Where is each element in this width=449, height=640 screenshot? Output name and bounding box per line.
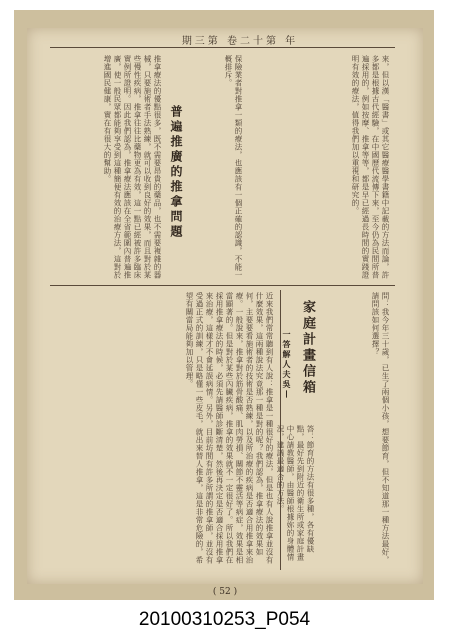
article1-column: 推拿療法的優點很多，既不需要昂貴的藥品，也不需要複雜的器械，只要施術者手法熟練，就可以收到良好的效果，而且對於某些慢性疾病，推拿往往比藥物更為有效，這一點已經被許多臨床實例所證明。因此我們認為，推拿療法應該在全省範圍內普遍推廣，使一般民眾都能夠享受到這種簡便有效的治療方法，這對於增進國民健康，實在有很大的幫助。 (103, 55, 162, 279)
page-number: ( 52 ) (212, 587, 238, 597)
article3-subtitle: 一答解人夫吳— (282, 330, 292, 400)
article3-title: 家庭計畫信箱 (300, 300, 315, 396)
article1-column: 保險業者對推拿一類的療法，也應該有一個正確的認識，不能一概排斥。 (224, 55, 243, 279)
image-caption: 20100310253_P054 (138, 609, 311, 630)
header-rule (50, 47, 395, 48)
section-divider-rule (50, 285, 395, 286)
article3-body: 答：節育的方法有很多種，各有優缺點，最好先到附近的衛生所或家庭計畫中心請教醫師，由醫師根據妳的身體情況，建議最適合的方法。 (276, 425, 315, 561)
page-header: 期三第 卷二十第 年 (181, 36, 299, 47)
article2-body: 近來我們常常聽到有人說：推拿是一種很好的療法，但是也有人說推拿並沒有什麼效果，這兩種說法究竟那一種是對的呢？我們認為，推拿療法的效果如何，主要要看施術者的技術是否熟練，以及所治療的疾病是否適合用推拿來治療。一般說來，推拿對於筋骨酸痛、肌肉勞損、關節不靈活等病症，效果是相當顯著的。但是對於某些內臟疾病，推拿的效果就不一定很好了。所以我們在採用推拿療法的時候，必須先請醫師診斷清楚，然後再決定是否適合採用推拿來治療，這樣才不會延誤病情。另外，目前坊間有許多所謂的推拿師，並沒有受過正式的訓練，只是略懂一些皮毛，就出來替人推拿，這是非常危險的，希望有關當局能夠加以管理。 (185, 292, 274, 564)
article3-body: 問：我今年三十歲，已生了兩個小孩，想要節育，但不知道那一種方法最好，請問該如何選擇？ (371, 292, 390, 564)
article1-column: 來，但以漢「醫書」或其它醫療醫學書籍中記載的方法而論，許多都是根據古代經驗，在中國歷代流傳下來，至今仍為民間所普遍採用的，例如按摩、推拿等等，都是早已經過長時間的實踐證明有效的療法，值得我們加以重視和研究的。 (351, 55, 390, 279)
article1-title: 普遍推廣的推拿問題 (169, 105, 183, 240)
